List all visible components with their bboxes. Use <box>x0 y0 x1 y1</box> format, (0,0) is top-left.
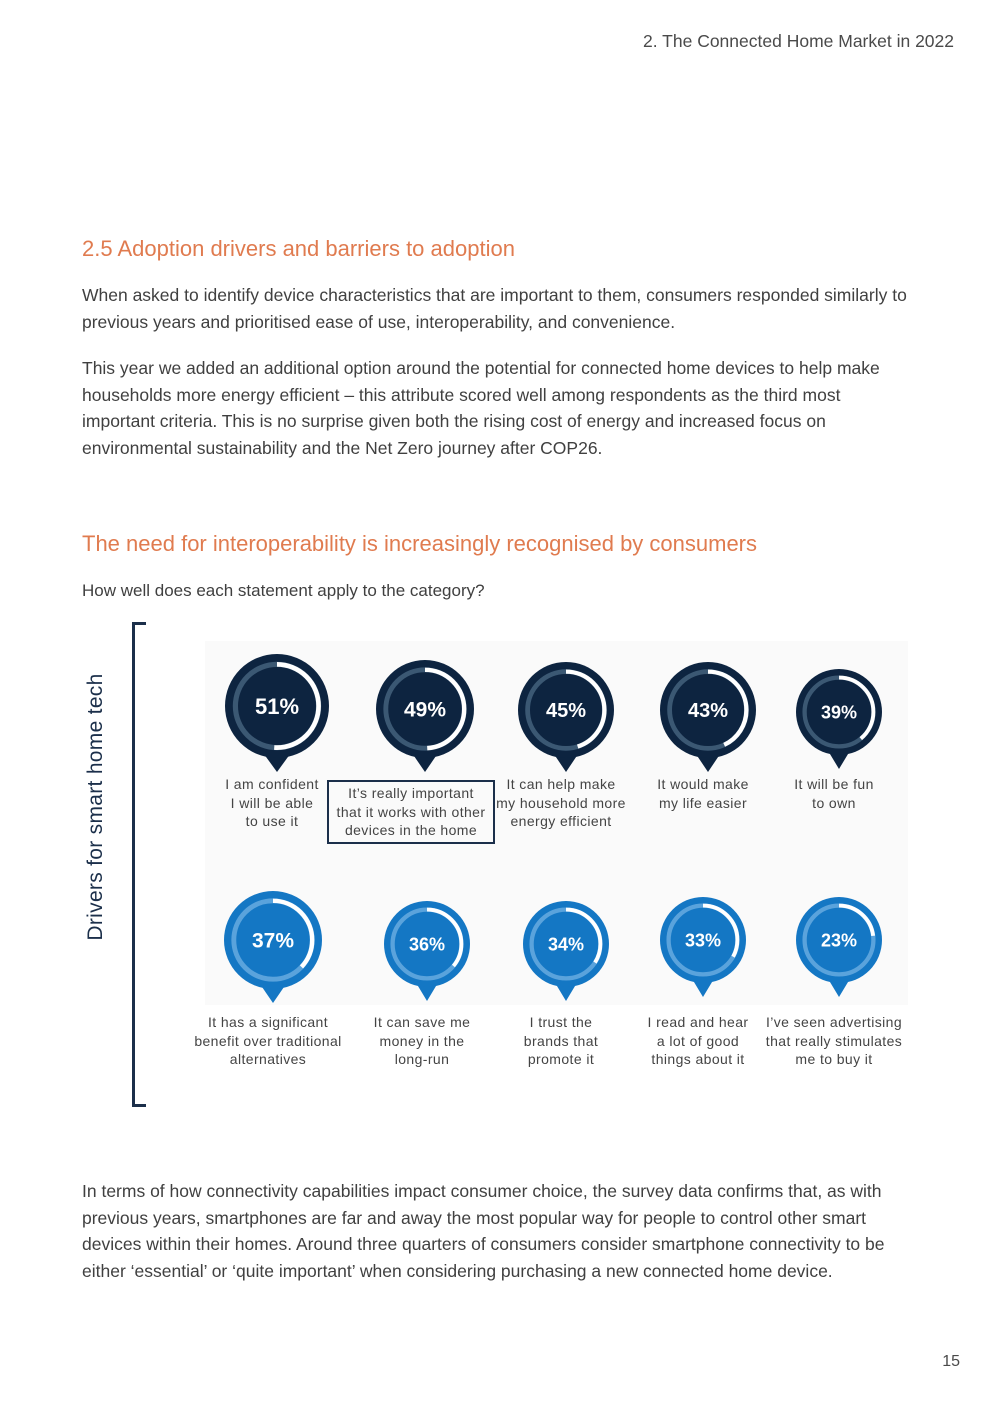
driver-marker-5 <box>786 659 892 783</box>
marker-percent-label: 43% <box>687 700 729 723</box>
caption-line: It can help make <box>506 776 616 792</box>
caption-line: It’s really important <box>348 785 474 801</box>
caption-line: It would make <box>657 776 749 792</box>
running-header: 2. The Connected Home Market in 2022 <box>643 31 954 51</box>
driver-caption-6 <box>188 1013 348 1069</box>
driver-marker-1 <box>215 644 339 786</box>
driver-caption-10 <box>754 1013 914 1069</box>
caption-line: my household more <box>496 794 626 811</box>
page-number: 15 <box>942 1353 960 1370</box>
marker-percent-label: 51% <box>254 693 300 719</box>
figure-question: How well does each statement apply to the category? <box>82 581 485 600</box>
closing-paragraph: In terms of how connectivity capabilities impact consumer choice, the survey data confirms that, as with previous years, smartphones are far and away the most popular way for people to control other smart devices within their homes. Around three quarters of consumers consider smartphone connectivity to be either ‘essential’ or ‘quite important’ when considering purchasing a new connected home device. <box>82 1181 885 1282</box>
driver-marker-6 <box>214 881 332 1017</box>
driver-caption-7 <box>342 1013 502 1069</box>
driver-marker-3 <box>508 652 624 786</box>
caption-line: me to buy it <box>795 1051 873 1067</box>
driver-caption-5 <box>754 775 914 812</box>
driver-marker-8 <box>513 891 619 1015</box>
caption-line: things about it <box>651 1051 745 1067</box>
caption-line: It can save me <box>373 1014 471 1030</box>
driver-marker-10 <box>786 887 892 1011</box>
caption-line: money in the <box>379 1032 465 1049</box>
caption-line: It has a significant <box>207 1014 329 1030</box>
caption-line: that it works with other <box>336 803 486 820</box>
driver-marker-2 <box>366 650 484 786</box>
driver-marker-9 <box>650 887 756 1011</box>
driver-marker-7 <box>374 891 480 1015</box>
caption-line: brands that <box>523 1032 599 1049</box>
figure-heading: The need for interoperability is increasingly recognised by consumers <box>82 531 758 556</box>
driver-caption-8 <box>481 1013 641 1069</box>
driver-caption-2 <box>327 780 495 844</box>
marker-percent-label: 23% <box>820 930 858 951</box>
drivers-axis-label: Drivers for smart home tech <box>84 673 107 941</box>
driver-caption-3 <box>481 775 641 831</box>
marker-percent-label: 36% <box>408 934 446 955</box>
caption-line: to own <box>812 794 856 811</box>
intro-paragraph-2: This year we added an additional option around the potential for connected home devices to help make households more energy efficient – this attribute scored well among respondents as the third most important criteria. This is no surprise given both the rising cost of energy and increased focus on environmental sustainability and the Net Zero journey after COP26. <box>82 358 880 459</box>
marker-percent-label: 49% <box>403 698 447 722</box>
section-heading: 2.5 Adoption drivers and barriers to adoption <box>82 236 515 261</box>
caption-line: promote it <box>527 1051 595 1067</box>
caption-line: I read and hear <box>647 1014 749 1030</box>
marker-percent-label: 33% <box>684 930 722 951</box>
caption-line: I am confident <box>225 776 319 792</box>
caption-line: alternatives <box>229 1051 307 1067</box>
caption-line: I will be able <box>230 794 314 811</box>
marker-percent-label: 39% <box>820 702 858 723</box>
caption-line: I trust the <box>529 1014 593 1030</box>
driver-marker-4 <box>650 652 766 786</box>
caption-line: benefit over traditional <box>194 1032 342 1049</box>
caption-line: It will be fun <box>794 776 874 792</box>
caption-line: I’ve seen advertising <box>765 1014 903 1030</box>
marker-percent-label: 45% <box>545 700 587 723</box>
caption-line: devices in the home <box>344 822 478 838</box>
caption-line: long-run <box>394 1051 450 1067</box>
caption-line: a lot of good <box>656 1032 740 1049</box>
caption-line: energy efficient <box>510 813 612 829</box>
intro-paragraph-1: When asked to identify device characteristics that are important to them, consumers responded similarly to previous years and prioritised ease of use, interoperability, and convenience. <box>82 285 907 332</box>
marker-percent-label: 37% <box>251 929 295 953</box>
caption-line: to use it <box>245 813 299 829</box>
caption-line: my life easier <box>658 794 748 811</box>
caption-line: that really stimulates <box>765 1032 903 1049</box>
marker-percent-label: 34% <box>547 934 585 955</box>
bracket-divider <box>132 622 146 1107</box>
